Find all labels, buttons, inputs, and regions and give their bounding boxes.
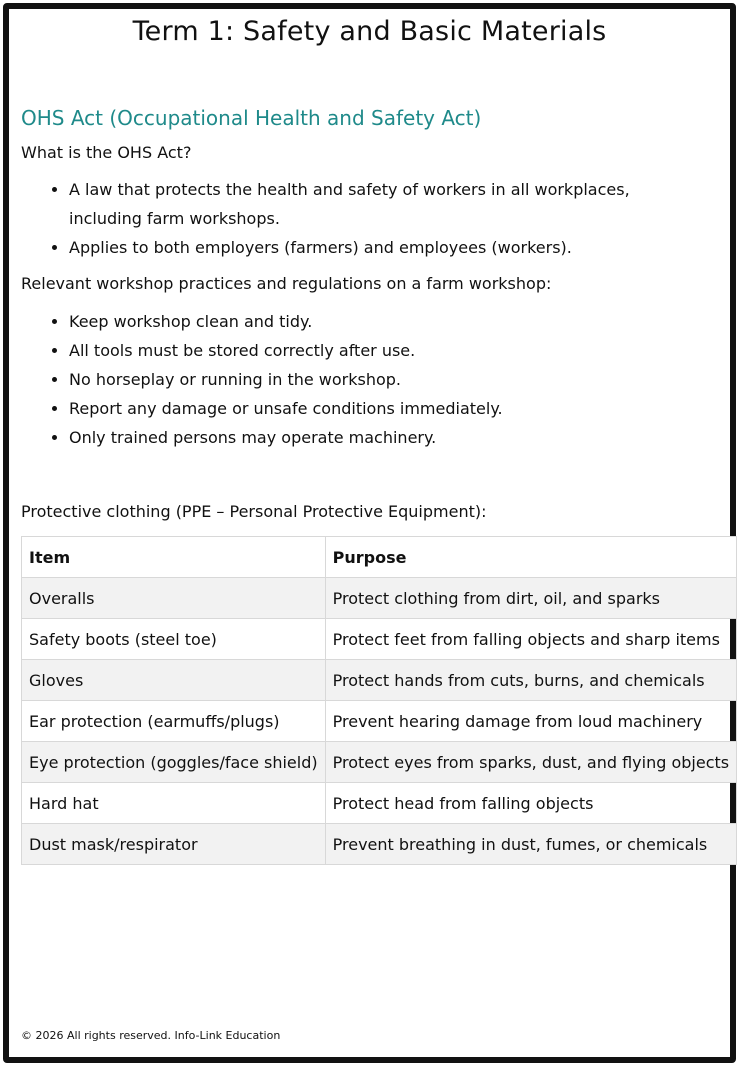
table-row [22, 742, 737, 783]
table-row [22, 701, 737, 742]
table-cell-item: Hard hat [22, 783, 326, 824]
table-cell-item: Ear protection (earmuffs/plugs) [22, 701, 326, 742]
ppe-table [21, 536, 737, 865]
table-row [22, 660, 737, 701]
list-item: • Keep workshop clean and tidy. [69, 307, 701, 336]
page-title: Term 1: Safety and Basic Materials [132, 16, 607, 47]
list-item: • Report any damage or unsafe conditions immediately. [69, 394, 701, 423]
table-cell-purpose: Protect head from falling objects [325, 783, 736, 824]
list-item: • A law that protects the health and safety of workers in all workplaces, including farm workshops. [69, 175, 701, 233]
table-row [22, 619, 737, 660]
table-cell-item: Eye protection (goggles/face shield) [22, 742, 326, 783]
table-cell-item: Overalls [22, 578, 326, 619]
section-heading: OHS Act (Occupational Health and Safety Act) [21, 106, 482, 130]
table-header-row [22, 537, 737, 578]
table-cell-purpose: Prevent breathing in dust, fumes, or chemicals [325, 824, 736, 865]
table-cell-purpose: Protect eyes from sparks, dust, and flying objects [325, 742, 736, 783]
table-cell-purpose: Protect clothing from dirt, oil, and sparks [325, 578, 736, 619]
copyright-footer: © 2026 All rights reserved. Info-Link Education [21, 1029, 281, 1042]
practices-intro: Relevant workshop practices and regulations on a farm workshop: [21, 274, 552, 293]
list-item: • Applies to both employers (farmers) and employees (workers). [69, 233, 701, 262]
table-cell-item: Dust mask/respirator [22, 824, 326, 865]
ppe-intro: Protective clothing (PPE – Personal Protective Equipment): [21, 502, 487, 521]
table-row [22, 783, 737, 824]
list-item: • All tools must be stored correctly after use. [69, 336, 701, 365]
table-cell-item: Safety boots (steel toe) [22, 619, 326, 660]
table-row [22, 824, 737, 865]
list-item: • Only trained persons may operate machinery. [69, 423, 701, 452]
table-cell-purpose: Prevent hearing damage from loud machinery [325, 701, 736, 742]
column-header-item: Item [22, 537, 326, 578]
table-cell-purpose: Protect hands from cuts, burns, and chemicals [325, 660, 736, 701]
question-text: What is the OHS Act? [21, 143, 192, 162]
list-item: • No horseplay or running in the workshop. [69, 365, 701, 394]
table-cell-purpose: Protect feet from falling objects and sharp items [325, 619, 736, 660]
definition-list [21, 175, 701, 262]
column-header-purpose: Purpose [325, 537, 736, 578]
practices-list [21, 307, 701, 452]
table-cell-item: Gloves [22, 660, 326, 701]
table-row [22, 578, 737, 619]
